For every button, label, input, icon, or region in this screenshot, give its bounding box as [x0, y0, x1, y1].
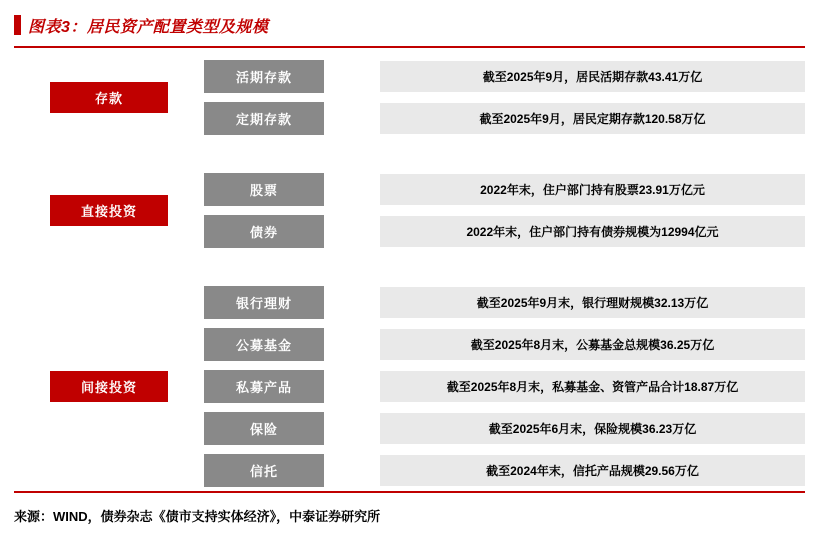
group-deposits	[14, 60, 805, 135]
item-description: 2022年末，住户部门持有债券规模为12994亿元	[380, 216, 805, 247]
diagram-row	[204, 370, 805, 403]
category-column	[14, 82, 204, 113]
item-label: 保险	[204, 412, 324, 445]
item-label: 定期存款	[204, 102, 324, 135]
rows-column	[204, 286, 805, 487]
item-label: 银行理财	[204, 286, 324, 319]
category-column	[14, 195, 204, 226]
item-description: 截至2025年9月末，银行理财规模32.13万亿	[380, 287, 805, 318]
diagram-row	[204, 286, 805, 319]
rows-column	[204, 60, 805, 135]
diagram-row	[204, 173, 805, 206]
diagram-row	[204, 215, 805, 248]
diagram-row	[204, 102, 805, 135]
item-description: 截至2025年8月末，私募基金、资管产品合计18.87万亿	[380, 371, 805, 402]
item-label: 债券	[204, 215, 324, 248]
page-title: 图表3：居民资产配置类型及规模	[28, 18, 269, 36]
item-label: 私募产品	[204, 370, 324, 403]
diagram-row	[204, 328, 805, 361]
item-description: 截至2025年9月，居民定期存款120.58万亿	[380, 103, 805, 134]
item-description: 2022年末，住户部门持有股票23.91万亿元	[380, 174, 805, 205]
item-label: 股票	[204, 173, 324, 206]
item-label: 信托	[204, 454, 324, 487]
item-description: 截至2024年末，信托产品规模29.56万亿	[380, 455, 805, 486]
source-note: 来源：WIND，债券杂志《债市支持实体经济》，中泰证券研究所	[14, 509, 381, 524]
category-label-direct-investment: 直接投资	[50, 195, 168, 226]
rows-column	[204, 173, 805, 248]
divider-bottom	[14, 491, 805, 493]
figure-title-row	[14, 0, 805, 42]
item-label: 公募基金	[204, 328, 324, 361]
diagram-body	[14, 48, 805, 490]
category-label-deposits: 存款	[50, 82, 168, 113]
category-label-indirect-investment: 间接投资	[50, 371, 168, 402]
item-description: 截至2025年8月末，公募基金总规模36.25万亿	[380, 329, 805, 360]
item-label: 活期存款	[204, 60, 324, 93]
title-accent-bar	[14, 15, 21, 35]
item-description: 截至2025年9月，居民活期存款43.41万亿	[380, 61, 805, 92]
category-column	[14, 371, 204, 402]
group-indirect-investment	[14, 286, 805, 487]
diagram-row	[204, 60, 805, 93]
diagram-row	[204, 454, 805, 487]
item-description: 截至2025年6月末，保险规模36.23万亿	[380, 413, 805, 444]
group-direct-investment	[14, 173, 805, 248]
diagram-row	[204, 412, 805, 445]
